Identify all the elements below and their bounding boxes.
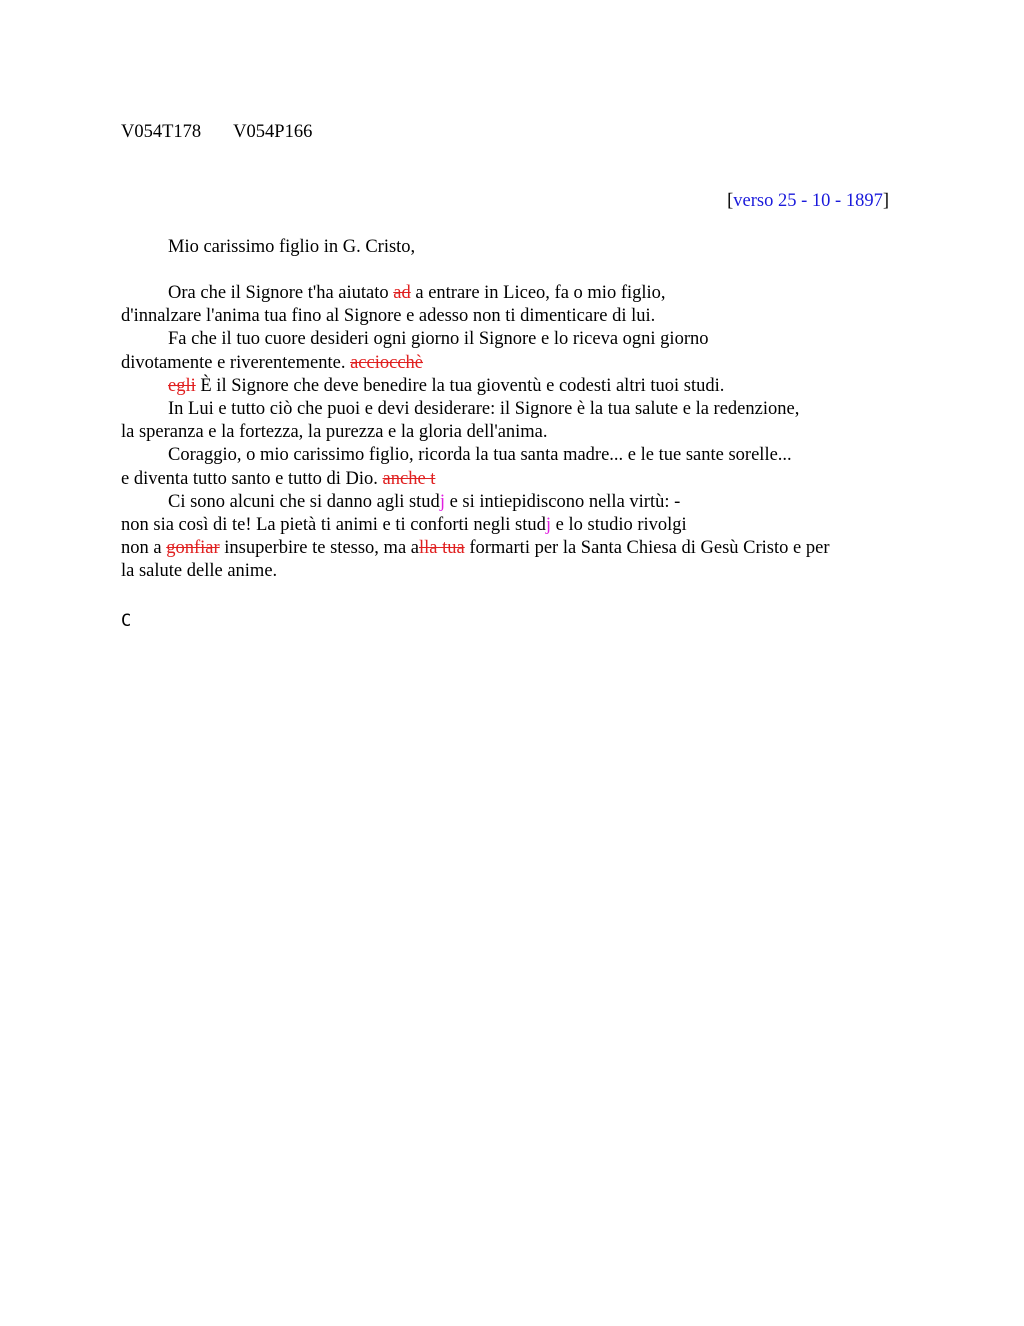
document-id-left: V054T178	[121, 122, 202, 142]
text-segment: insuperbire te stesso, ma a	[219, 538, 419, 559]
text-segment: a entrare in Liceo, fa o mio figlio,	[410, 283, 666, 303]
date-annotation	[727, 190, 889, 213]
date-open-bracket: [	[727, 191, 734, 211]
letter-line	[121, 328, 901, 351]
deleted-text: gonfiar	[166, 538, 220, 559]
text-segment: Ci sono alcuni che si danno agli stud	[168, 491, 440, 512]
text-segment: e diventa tutto santo e tutto di Dio.	[121, 468, 383, 489]
text-segment: Fa che il tuo cuore desideri ogni giorno il Signore e lo riceva ogni giorno	[168, 329, 709, 350]
text-segment: la salute delle anime.	[121, 561, 278, 582]
salutation: Mio carissimo figlio in G. Cristo,	[168, 237, 416, 257]
text-segment: divotamente e riverentemente.	[121, 352, 351, 373]
variant-letter: j	[439, 491, 445, 512]
deleted-text: acciocchè	[350, 352, 424, 373]
date-close-bracket: ]	[882, 191, 889, 211]
letter-line	[121, 398, 901, 421]
text-segment: Coraggio, o mio carissimo figlio, ricorda la tua santa madre... e le tue sante sorelle...	[168, 445, 792, 466]
document-id-right: V054P166	[233, 122, 313, 142]
text-segment: In Lui e tutto ciò che puoi e devi desiderare: il Signore è la tua salute e la redenzione,	[168, 398, 800, 419]
letter-line	[121, 468, 901, 491]
deleted-text: egli	[168, 375, 196, 396]
letter-line	[121, 537, 901, 560]
deleted-text: anche t	[382, 468, 436, 489]
text-segment: la speranza e la fortezza, la purezza e la gloria dell'anima.	[121, 422, 548, 443]
variant-letter: j	[545, 514, 552, 535]
text-segment: non a	[121, 538, 167, 559]
footer-mark: C	[121, 611, 132, 631]
letter-body	[121, 282, 901, 583]
text-segment: d'innalzare l'anima tua fino al Signore e adesso non ti dimenticare di lui.	[121, 306, 656, 327]
document-ids	[121, 121, 312, 144]
text-segment: È il Signore che deve benedire la tua gioventù e codesti altri tuoi studi.	[195, 375, 725, 396]
letter-line	[121, 444, 901, 467]
letter-line	[121, 491, 901, 514]
letter-line	[121, 282, 901, 305]
text-segment: formarti per la Santa Chiesa di Gesù Cristo e per	[464, 538, 830, 559]
text-segment: Ora che il Signore t'ha aiutato	[168, 283, 394, 303]
deleted-text: ad	[393, 283, 411, 303]
text-segment: e lo studio rivolgi	[551, 514, 687, 535]
deleted-text: lla tua	[419, 538, 465, 559]
text-segment: e si intiepidiscono nella virtù: -	[444, 491, 681, 512]
letter-line	[121, 514, 901, 537]
letter-line	[121, 375, 901, 398]
letter-line	[121, 305, 901, 328]
text-segment: non sia così di te! La pietà ti animi e ti conforti negli stud	[121, 514, 546, 535]
letter-line	[121, 352, 901, 375]
date-text: verso 25 - 10 - 1897	[733, 191, 883, 211]
letter-line	[121, 560, 901, 583]
letter-line	[121, 421, 901, 444]
